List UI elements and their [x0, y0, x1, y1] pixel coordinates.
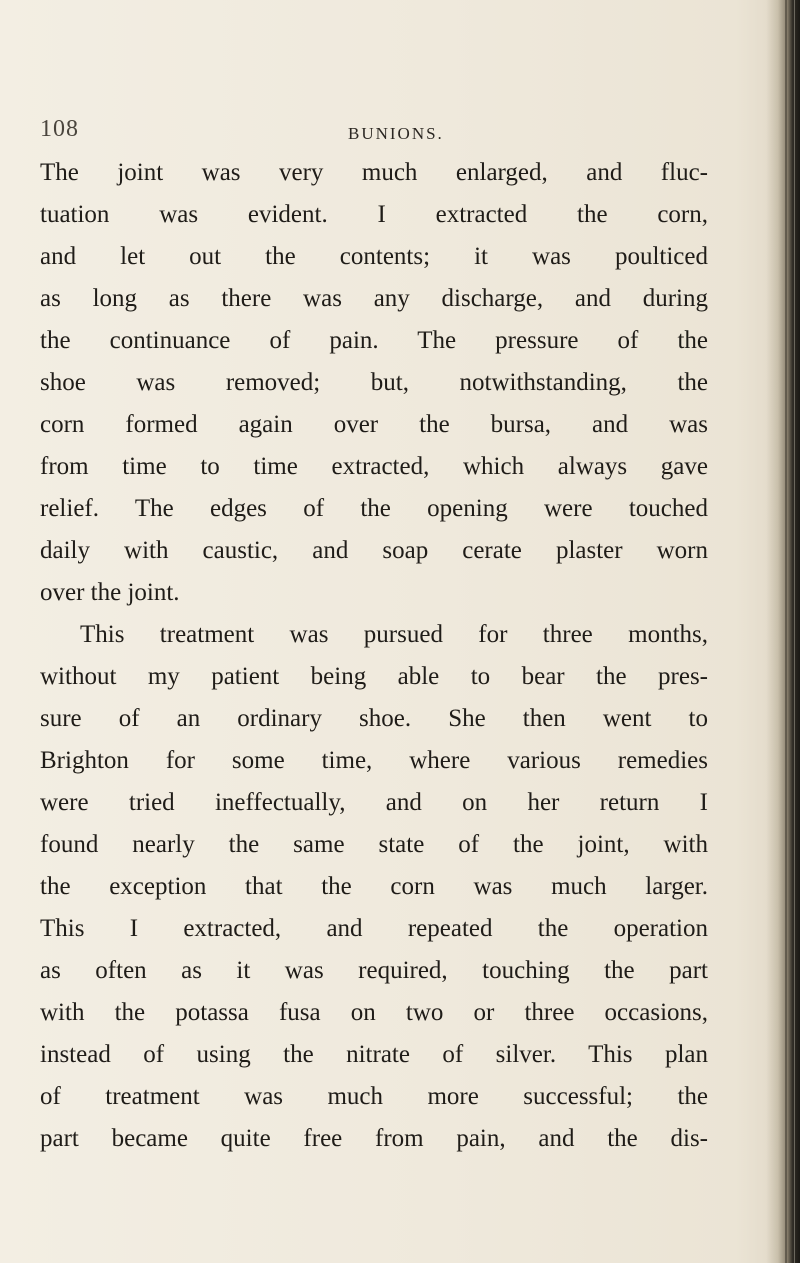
text-line-23: of treatment was much more successful; the — [40, 1083, 708, 1110]
binding-highlight-line — [794, 0, 795, 1263]
text-line-19: This I extracted, and repeated the operation — [40, 915, 708, 942]
running-head — [0, 116, 800, 156]
text-line-14: sure of an ordinary shoe. She then went to — [40, 705, 708, 732]
text-line-7: corn formed again over the bursa, and was — [40, 411, 708, 438]
text-line-5: the continuance of pain. The pressure of the — [40, 327, 708, 354]
binding-shadow-line — [785, 0, 787, 1263]
body-text — [40, 152, 708, 1160]
text-line-24: part became quite free from pain, and the dis- — [40, 1125, 708, 1152]
text-line-4: as long as there was any discharge, and during — [40, 285, 708, 312]
running-head-title: BUNIONS. — [348, 124, 444, 143]
text-line-8: from time to time extracted, which always gave — [40, 453, 708, 480]
text-line-6: shoe was removed; but, notwithstanding, the — [40, 369, 708, 396]
text-line-16: were tried ineffectually, and on her return I — [40, 789, 708, 816]
text-line-21: with the potassa fusa on two or three occasions, — [40, 999, 708, 1026]
text-line-13: without my patient being able to bear the pres- — [40, 663, 708, 690]
text-line-9: relief. The edges of the opening were touched — [40, 495, 708, 522]
text-line-3: and let out the contents; it was poulticed — [40, 243, 708, 270]
page-number: 108 — [40, 116, 79, 142]
text-line-15: Brighton for some time, where various remedies — [40, 747, 708, 774]
text-line-20: as often as it was required, touching the part — [40, 957, 708, 984]
text-line-2: tuation was evident. I extracted the corn, — [40, 201, 708, 228]
text-line-1: The joint was very much enlarged, and fluc- — [40, 159, 708, 186]
text-line-22: instead of using the nitrate of silver. This plan — [40, 1041, 708, 1068]
text-line-18: the exception that the corn was much larger. — [40, 873, 708, 900]
text-line-10: daily with caustic, and soap cerate plaster worn — [40, 537, 708, 564]
text-line-17: found nearly the same state of the joint, with — [40, 831, 708, 858]
text-line-11: over the joint. — [40, 579, 180, 606]
text-line-12: This treatment was pursued for three months, — [80, 621, 708, 648]
